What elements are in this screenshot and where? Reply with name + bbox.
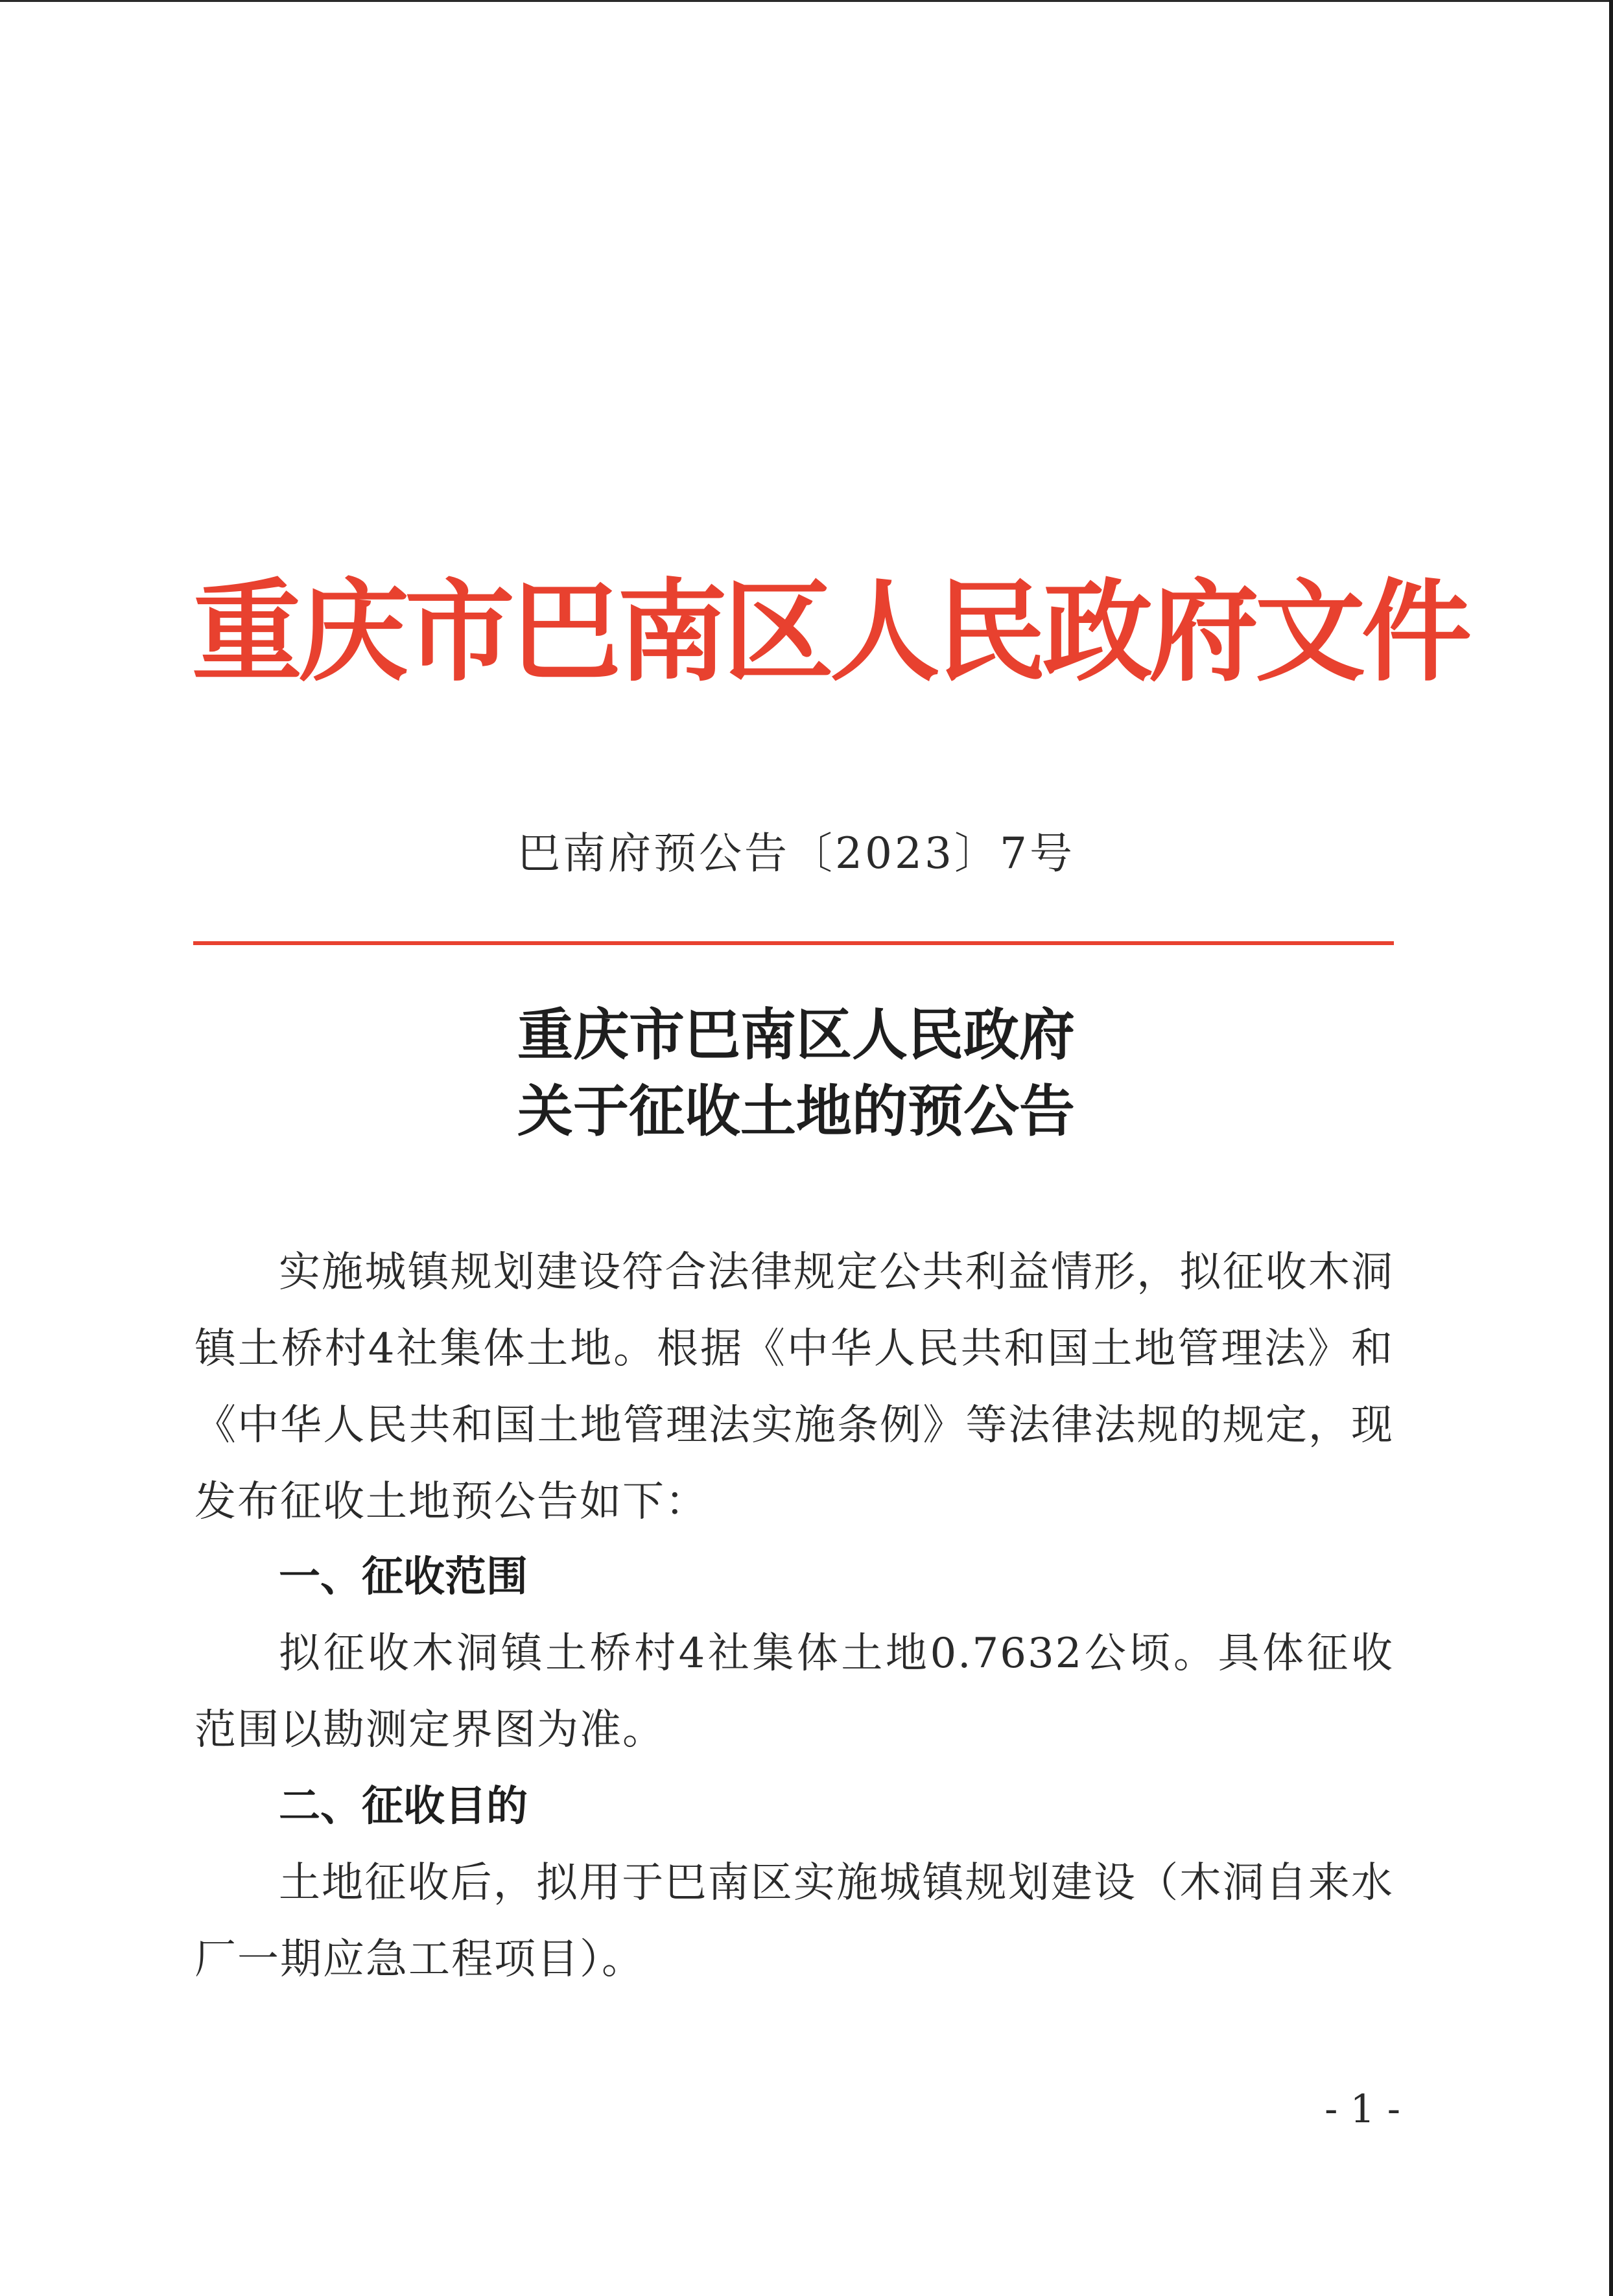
notice-title [192,997,1400,1150]
section-heading-scope: 一、征收范围 [279,1553,528,1601]
page-edge-top [0,0,1613,2]
notice-title-line-2: 关于征收土地的预公告 [517,1079,1075,1144]
section-paragraph-scope: 拟征收木洞镇土桥村4社集体土地0.7632公顷。具体征收范围以勘测定界图为准。 [194,1630,1394,1754]
document-number: 巴南府预公告〔2023〕7号 [517,828,1075,878]
section-paragraph-purpose: 土地征收后，拟用于巴南区实施城镇规划建设（木洞自来水厂一期应急工程项目）。 [194,1859,1394,1984]
red-divider-line [193,941,1394,945]
page-number: - 1 - [1325,2087,1400,2132]
intro-paragraph: 实施城镇规划建设符合法律规定公共利益情形，拟征收木洞镇土桥村4社集体土地。根据《中华人民共和国土地管理法》和《中华人民共和国土地管理法实施条例》等法律法规的规定，现发布征收土地预公告如下： [194,1248,1394,1526]
section-heading-purpose: 二、征收目的 [279,1783,528,1831]
document-header-title: 重庆市巴南区人民政府文件 [192,567,1468,697]
page-edge-right [1609,0,1613,2296]
notice-title-line-1: 重庆市巴南区人民政府 [517,1002,1075,1068]
